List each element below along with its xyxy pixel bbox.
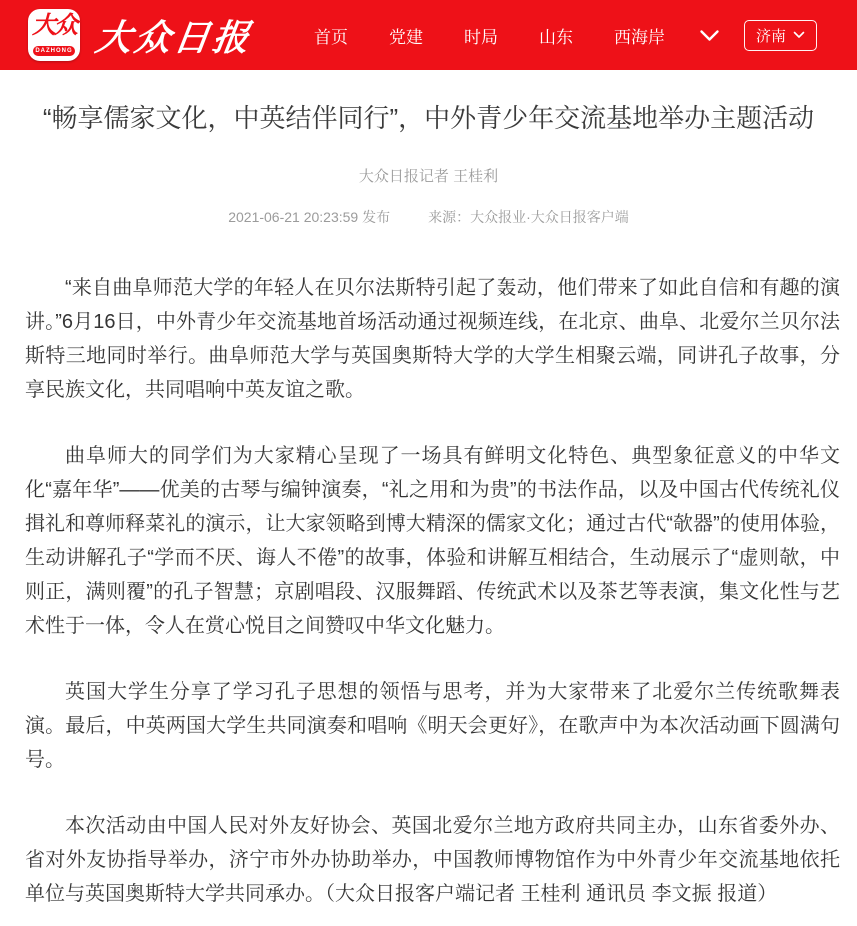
article-paragraph: 英国大学生分享了学习孔子思想的领悟与思考，并为大家带来了北爱尔兰传统歌舞表演。最后，中英两国大学生共同演奏和唱响《明天会更好》，在歌声中为本次活动画下圆满句号。: [25, 681, 840, 771]
nav-item-home[interactable]: 首页: [314, 27, 349, 47]
article-paragraph: “来自曲阜师范大学的年轻人在贝尔法斯特引起了轰动，他们带来了如此自信和有趣的演讲。”6月16日，中外青少年交流基地首场活动通过视频连线，在北京、曲阜、北爱尔兰贝尔法斯特三地同时举行。曲阜师范大学与英国奥斯特大学的大学生相聚云端，同讲孔子故事，分享民族文化，共同唱响中英友谊之歌。: [25, 277, 840, 401]
region-selector[interactable]: [744, 20, 817, 51]
nav-item-party-building[interactable]: 党建: [389, 27, 424, 47]
article-body: [25, 271, 840, 911]
article-source: 来源：大众报业·大众日报客户端: [428, 209, 629, 225]
site-logo[interactable]: [28, 9, 255, 61]
nav-item-current-affairs[interactable]: 时局: [464, 27, 499, 47]
article-title: “畅享儒家文化，中英结伴同行”，中外青少年交流基地举办主题活动: [42, 103, 815, 133]
publish-time: 2021-06-21 20:23:59 发布: [228, 209, 391, 225]
article-meta-row: [0, 207, 857, 227]
main-nav: [314, 23, 665, 48]
article-page: [0, 98, 857, 911]
article-byline: 大众日报记者 王桂利: [358, 168, 499, 185]
region-chevron-down-icon: [793, 31, 805, 39]
chevron-down-icon[interactable]: [699, 29, 720, 42]
site-header: [0, 0, 857, 70]
app-icon-ribbon-text: DAZHONG: [33, 46, 75, 56]
region-selector-label: 济南: [756, 27, 787, 45]
nav-item-shandong[interactable]: 山东: [539, 27, 574, 47]
dazhong-app-icon: [28, 9, 80, 61]
article-paragraph: 本次活动由中国人民对外友好协会、英国北爱尔兰地方政府共同主办，山东省委外办、省对外友协指导举办，济宁市外办协助举办，中国教师博物馆作为中外青少年交流基地依托单位与英国奥斯特大学共同承办。（大众日报客户端记者 王桂利 通讯员 李文振 报道）: [25, 815, 840, 905]
nav-item-xihaian[interactable]: 西海岸: [614, 27, 666, 47]
app-icon-characters: 大众: [32, 12, 76, 39]
article-paragraph: 曲阜师大的同学们为大家精心呈现了一场具有鲜明文化特色、典型象征意义的中华文化“嘉年华”——优美的古琴与编钟演奏，“礼之用和为贵”的书法作品，以及中国古代传统礼仪揖礼和尊师释菜礼的演示，让大家领略到博大精深的儒家文化；通过古代“欹器”的使用体验，生动讲解孔子“学而不厌、诲人不倦”的故事，体验和讲解互相结合，生动展示了“虚则欹，中则正，满则覆”的孔子智慧；京剧唱段、汉服舞蹈、传统武术以及茶艺等表演，集文化性与艺术性于一体，令人在赏心悦目之间赞叹中华文化魅力。: [25, 445, 840, 637]
site-wordmark: 大众日报: [92, 17, 255, 58]
